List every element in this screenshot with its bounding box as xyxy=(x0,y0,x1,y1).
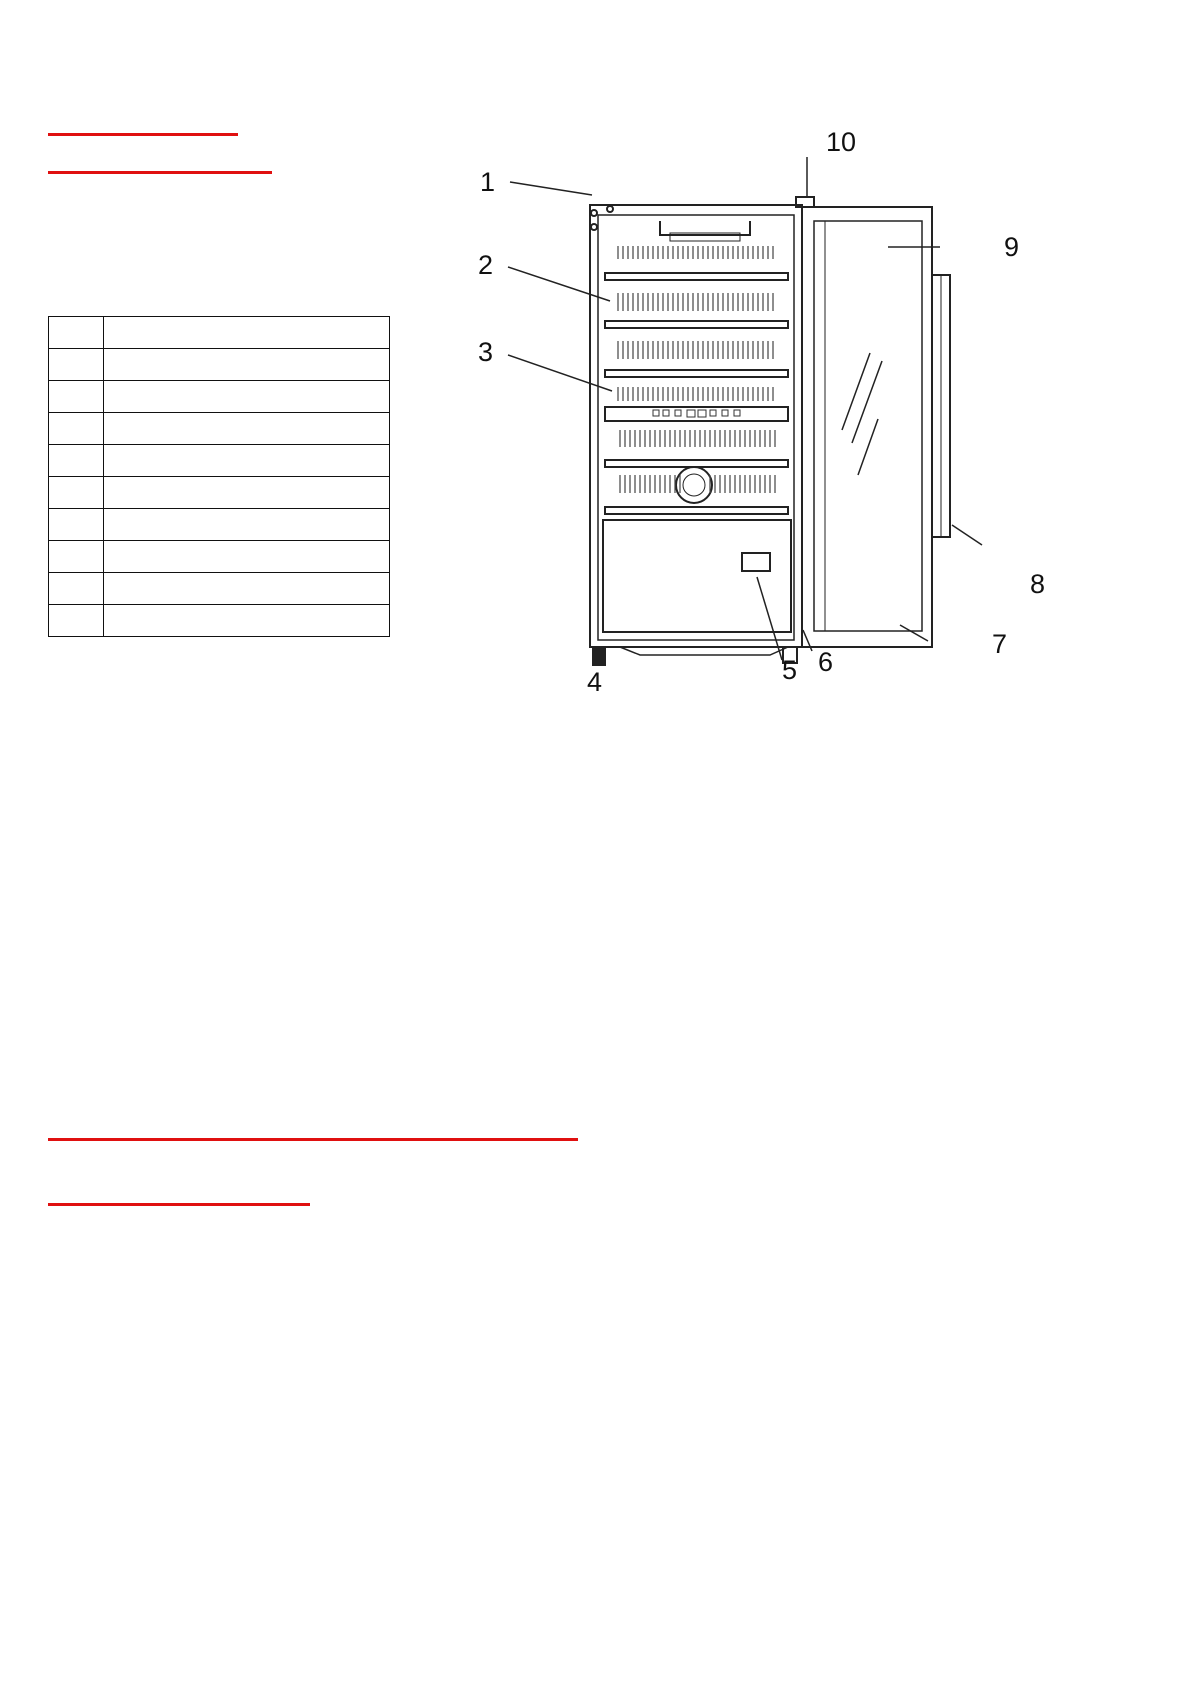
table-cell-description xyxy=(104,509,390,541)
table-cell-description xyxy=(104,349,390,381)
table-row xyxy=(49,605,390,637)
table-row xyxy=(49,381,390,413)
table-row xyxy=(49,541,390,573)
table-cell-description xyxy=(104,477,390,509)
callout-7: 7 xyxy=(992,629,1008,659)
table-row xyxy=(49,349,390,381)
callout-3: 3 xyxy=(478,337,494,367)
table-cell-number xyxy=(49,573,104,605)
table-row xyxy=(49,477,390,509)
table-row xyxy=(49,445,390,477)
table-cell-number xyxy=(49,413,104,445)
table-row xyxy=(49,317,390,349)
table-cell-description xyxy=(104,573,390,605)
heading-rule-2 xyxy=(48,171,272,174)
callout-10: 10 xyxy=(826,127,857,157)
control-panel-buttons xyxy=(653,410,740,417)
table-cell-number xyxy=(49,605,104,637)
heading-rule-4 xyxy=(48,1203,310,1206)
parts-table xyxy=(48,316,390,637)
leader-lines xyxy=(508,157,982,665)
callout-4: 4 xyxy=(587,667,603,697)
callout-2: 2 xyxy=(478,250,494,280)
appliance-diagram xyxy=(470,125,1070,755)
table-cell-description xyxy=(104,605,390,637)
callout-6: 6 xyxy=(818,647,834,677)
table-cell-number xyxy=(49,445,104,477)
table-cell-number xyxy=(49,477,104,509)
parts-table-body xyxy=(49,317,390,637)
callout-8: 8 xyxy=(1030,569,1046,599)
callout-5: 5 xyxy=(782,655,798,685)
table-cell-number xyxy=(49,381,104,413)
table-row xyxy=(49,573,390,605)
heading-rule-3 xyxy=(48,1138,578,1141)
table-row xyxy=(49,413,390,445)
table-cell-number xyxy=(49,317,104,349)
table-cell-description xyxy=(104,541,390,573)
table-cell-number xyxy=(49,349,104,381)
table-cell-number xyxy=(49,509,104,541)
table-cell-number xyxy=(49,541,104,573)
table-cell-description xyxy=(104,445,390,477)
table-cell-description xyxy=(104,413,390,445)
table-cell-description xyxy=(104,317,390,349)
callout-9: 9 xyxy=(1004,232,1020,262)
table-row xyxy=(49,509,390,541)
table-cell-description xyxy=(104,381,390,413)
callout-1: 1 xyxy=(480,167,496,197)
heading-rule-1 xyxy=(48,133,238,136)
